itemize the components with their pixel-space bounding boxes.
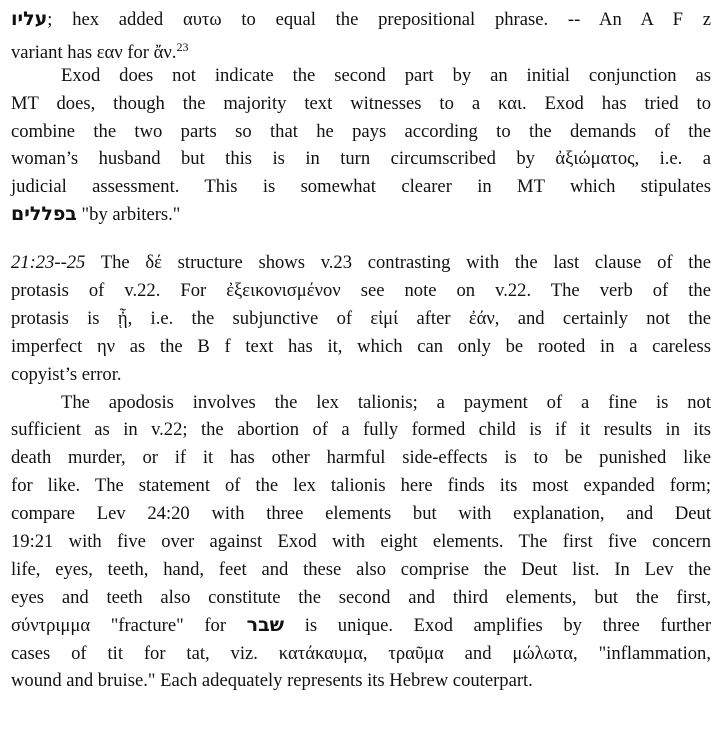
paragraph-gap [11,229,711,249]
text-line: The apodosis involves the lex talionis; a payment of a fine is not [61,391,711,413]
text-line: protasis of v.22. For ἐξεικονισμένον see note on v.22. The verb of the [11,280,711,302]
text-line: eyes and teeth also constitute the second and third elements, but the first, [11,586,711,608]
text-run: variant has εαν for ἄν. [11,41,177,63]
text-line: woman’s husband but this is in turn circumscribed by ἀξιώματος, i.e. a [11,148,711,170]
text-line [11,6,711,34]
text-run: "by arbiters." [76,204,181,226]
verse-reference: 21:23--25 [11,252,86,274]
text-line: protasis is ᾖ, i.e. the subjunctive of εἰμί after ἐάν, and certainly not the [11,307,711,329]
text-line: 19:21 with five over against Exod with eight elements. The first five concern [11,531,711,553]
paragraph [11,389,711,696]
text-line: compare Lev 24:20 with three elements but with explanation, and Deut [11,503,711,525]
text-line: cases of tit for tat, viz. κατάκαυμα, τραῦμα and μώλωτα, "inflammation, [11,642,711,664]
text-run: is unique. Exod amplifies by three further [284,614,712,636]
paragraph [11,249,711,388]
text-line [11,612,711,640]
text-line: combine the two parts so that he pays according to the demands of the [11,120,711,142]
text-line [11,201,711,229]
text-run: ; hex added αυτω to equal the prepositional phrase. -- An A F z [47,9,711,30]
text-line: copyist’s error. [11,363,122,385]
paragraph-continuation [11,6,711,62]
text-line: judicial assessment. This is somewhat clearer in MT which stipulates [11,176,711,198]
text-line [11,34,711,62]
text-line: wound and bruise." Each adequately represents its Hebrew couterpart. [11,670,533,692]
footnote-marker: 23 [176,39,189,54]
text-line [11,249,711,277]
text-line: Exod does not indicate the second part by an initial conjunction as [61,64,711,86]
text-line: sufficient as in v.22; the abortion of a fully formed child is if it results in its [11,419,711,441]
text-line: life, eyes, teeth, hand, feet and these also comprise the Deut list. In Lev the [11,558,711,580]
hebrew-word: עליו [11,8,48,30]
paragraph [11,62,711,229]
text-line: imperfect ην as the B f text has it, which can only be rooted in a careless [11,335,711,357]
text-line: for like. The statement of the lex talionis here finds its most expanded form; [11,475,711,497]
hebrew-word: בפללים [11,203,77,226]
hebrew-word: שבר [246,613,285,636]
text-run: The δέ structure shows v.23 contrasting with the last clause of the [85,252,711,274]
text-run: σύντριμμα "fracture" for [11,614,247,636]
text-line: death murder, or if it has other harmful side-effects is to be punished like [11,447,711,469]
document-page [11,6,711,695]
text-line: MT does, though the majority text witnesses to a και. Exod has tried to [11,92,711,114]
